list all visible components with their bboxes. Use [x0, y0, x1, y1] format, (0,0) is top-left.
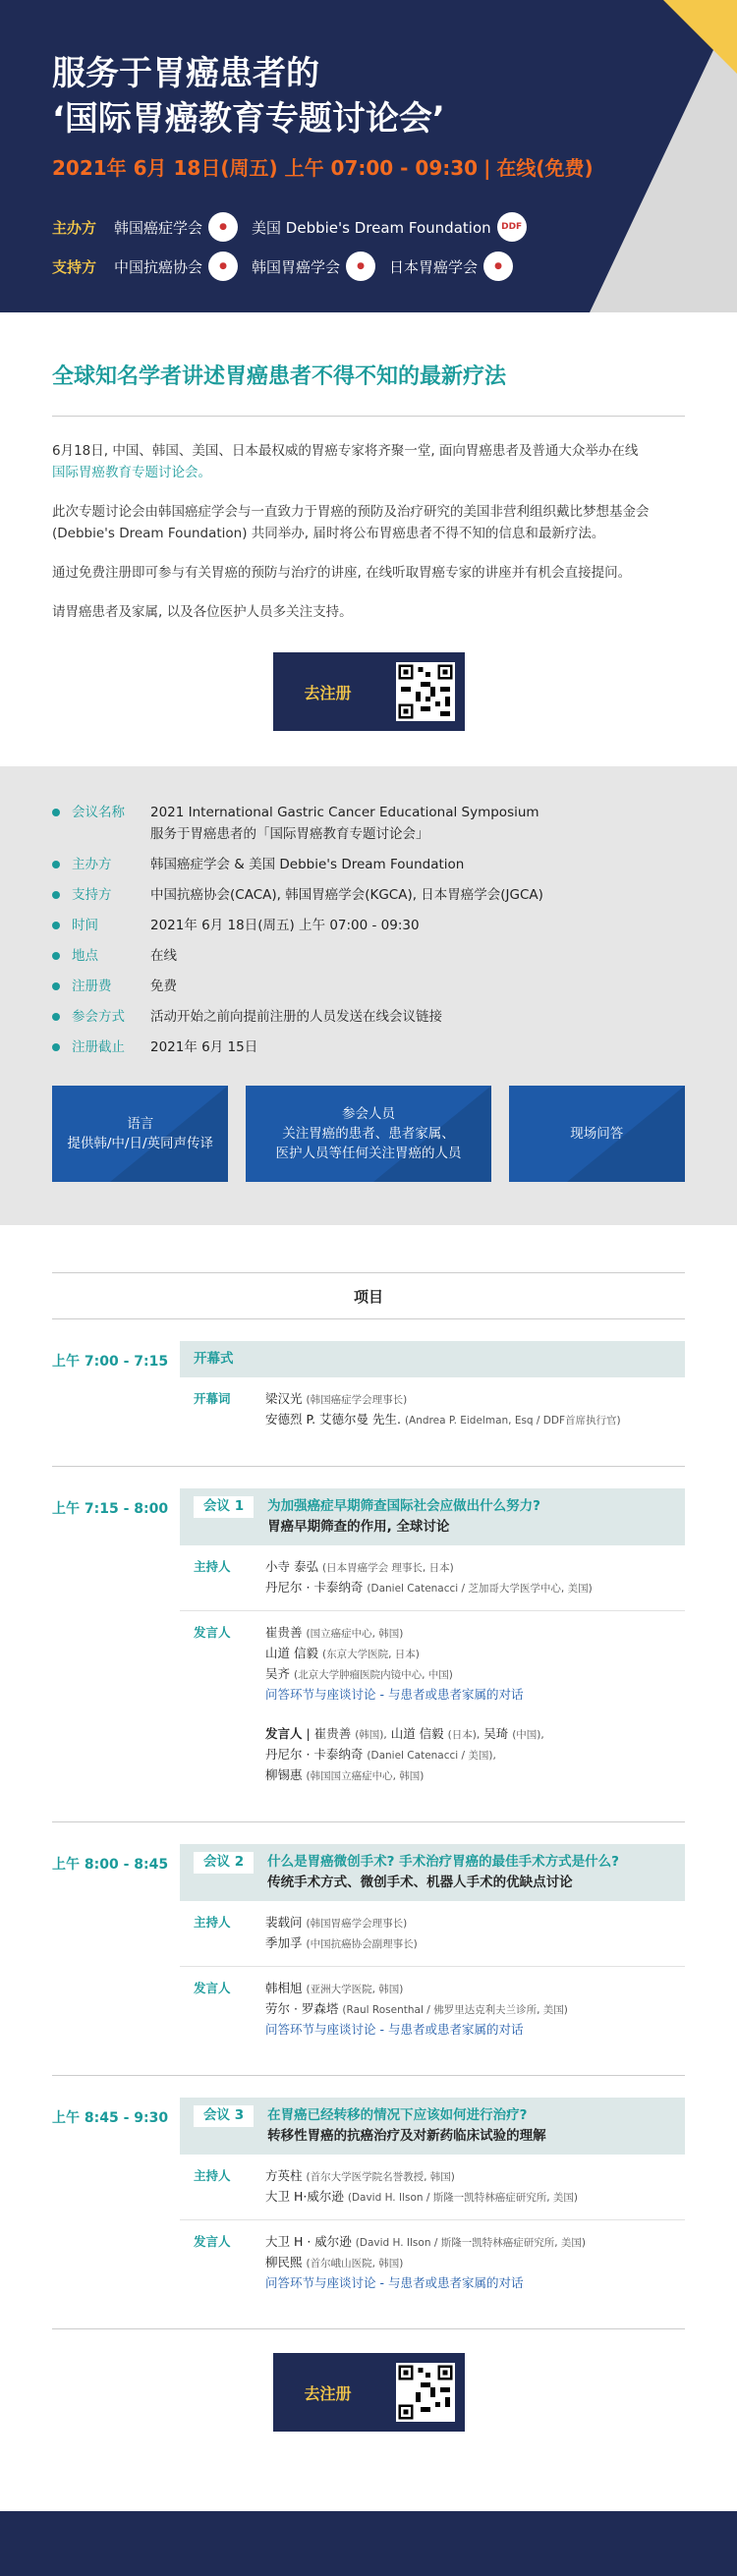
bullet-icon	[52, 952, 60, 960]
bullet-icon	[52, 982, 60, 990]
caca-logo-icon: ●	[208, 252, 238, 281]
session-2: 上午 8:00 - 8:45 会议 2 什么是胃癌微创手术? 手术治疗胃癌的最佳手术方式是什么? 传统手术方式、微创手术、机器人手术的优缺点讨论 主持人 裴载问 (韩国胃癌学会理事长) 季加孚 (中国抗癌协会副理事长) 发言人 韩相旭 (亚洲大学医院, 韩国) 劳尔 · 罗森塔 (Raul Rosenthal / 佛罗里达克利夫兰诊所, 美国) 问答环节与座谈讨论 - 与患者或患者家属的对话	[52, 1822, 685, 2076]
kgca-logo-icon: ●	[346, 252, 375, 281]
session-1: 上午 7:15 - 8:00 会议 1 为加强癌症早期筛查国际社会应做出什么努力? 胃癌早期筛查的作用, 全球讨论 主持人 小寺 泰弘 (日本胃癌学会 理事长, 日本) 丹尼尔 · 卡泰纳奇 (Daniel Catenacci / 芝加哥大学医学中心, 美国) 发言人 崔贵善 (国立癌症中心, 韩国) 山道 信毅 (东京大学医院, 日本) 吴齐 (北京大学肿瘤医院内镜中心, 中国) 问答环节与座谈讨论 - 与患者或患者家属的对话 发言人 | 崔贵善 (韩国), 山道 信毅 (日本), 吴琦 (中国), 丹尼尔 · 卡泰纳奇 (Daniel Catenacci / 美国), 柳锡惠 (韩国国立癌症中心, 韩国)	[52, 1467, 685, 1822]
info-row-name: 会议名称 2021 International Gastric Cancer Educational Symposium 服务于胃癌患者的「国际胃癌教育专题讨论会」	[52, 802, 685, 845]
event-date: 2021年 6月 18日(周五) 上午 07:00 - 09:30 | 在线(免费)	[52, 156, 594, 180]
footer-band	[0, 2511, 737, 2576]
page-title: 服务于胃癌患者的 ‘国际胃癌教育专题讨论会’	[52, 54, 445, 139]
bullet-icon	[52, 861, 60, 868]
bullet-icon	[52, 1013, 60, 1021]
language-box: 语言 提供韩/中/日/英同声传译	[52, 1086, 228, 1182]
info-row-time: 时间 2021年 6月 18日(周五) 上午 07:00 - 09:30	[52, 915, 685, 936]
info-row-support: 支持方 中国抗癌协会(CACA), 韩国胃癌学会(KGCA), 日本胃癌学会(JGCA)	[52, 884, 685, 906]
intro-heading: 全球知名学者讲述胃癌患者不得不知的最新疗法	[52, 364, 507, 389]
info-row-location: 地点 在线	[52, 945, 685, 967]
intro-section	[0, 360, 737, 731]
bullet-icon	[52, 891, 60, 899]
feature-boxes	[52, 1086, 685, 1182]
divider	[52, 416, 685, 417]
jgca-logo-icon: ●	[483, 252, 513, 281]
support-row: 支持方 中国抗癌协会 ● 韩国胃癌学会 ● 日本胃癌学会 ●	[52, 252, 527, 281]
info-section	[0, 766, 737, 1225]
session-3: 上午 8:45 - 9:30 会议 3 在胃癌已经转移的情况下应该如何进行治疗? 转移性胃癌的抗癌治疗及对新药临床试验的理解 主持人 方英柱 (首尔大学医学院名誉教授, 韩国) 大卫 H·威尔逊 (David H. Ilson / 斯隆一凯特林癌症研究所, 美国) 发言人 大卫 H · 威尔逊 (David H. Ilson / 斯隆一凯特林癌症研究所, 美国) 柳民熙 (首尔峨山医院, 韩国) 问答环节与座谈讨论 - 与患者或患者家属的对话	[52, 2076, 685, 2329]
intro-paragraph: 通过免费注册即可参与有关胃癌的预防与治疗的讲座, 在线听取胃癌专家的讲座并有机会直接提问。	[52, 565, 632, 581]
session-opening: 上午 7:00 - 7:15 开幕式 开幕词 梁汉光 (韩国癌症学会理事长) 安德烈 P. 艾德尔曼 先生. (Andrea P. Eidelman, Esq / DDF首席执行官)	[52, 1319, 685, 1467]
qr-code-icon	[396, 662, 455, 721]
host-row: 主办方 韩国癌症学会 ● 美国 Debbie's Dream Foundation DDF	[52, 212, 540, 242]
program-section	[0, 1272, 737, 2432]
intro-paragraph: 6月18日, 中国、韩国、美国、日本最权威的胃癌专家将齐聚一堂, 面向胃癌患者及普通大众举办在线 国际胃癌教育专题讨论会。	[52, 443, 639, 480]
bullet-icon	[52, 1043, 60, 1051]
bullet-icon	[52, 809, 60, 816]
intro-paragraph: 请胃癌患者及家属, 以及各位医护人员多关注支持。	[52, 604, 353, 620]
info-row-method: 参会方式 活动开始之前向提前注册的人员发送在线会议链接	[52, 1006, 685, 1028]
bullet-icon	[52, 922, 60, 929]
info-row-deadline: 注册截止 2021年 6月 15日	[52, 1036, 685, 1058]
audience-box: 参会人员 关注胃癌的患者、患者家属、 医护人员等任何关注胃癌的人员	[246, 1086, 490, 1182]
intro-paragraph: 此次专题讨论会由韩国癌症学会与一直致力于胃癌的预防及治疗研究的美国非营利组织戴比梦想基金会 (Debbie's Dream Foundation) 共同举办, 届时将公布胃癌患者不得不知的信息和最新疗法。	[52, 504, 650, 541]
register-button-bottom[interactable]: 去注册	[273, 2353, 465, 2432]
register-button[interactable]: 去注册	[273, 652, 465, 731]
kcs-logo-icon: ●	[208, 212, 238, 242]
qa-box: 现场问答	[509, 1086, 685, 1182]
hero-banner	[0, 0, 737, 312]
program-title: 项目	[52, 1272, 685, 1319]
decor-gold-triangle	[663, 0, 737, 74]
qr-code-icon	[396, 2363, 455, 2422]
info-row-fee: 注册费 免费	[52, 976, 685, 997]
ddf-logo-icon: DDF	[497, 212, 527, 242]
info-row-host: 主办方 韩国癌症学会 & 美国 Debbie's Dream Foundation	[52, 854, 685, 875]
